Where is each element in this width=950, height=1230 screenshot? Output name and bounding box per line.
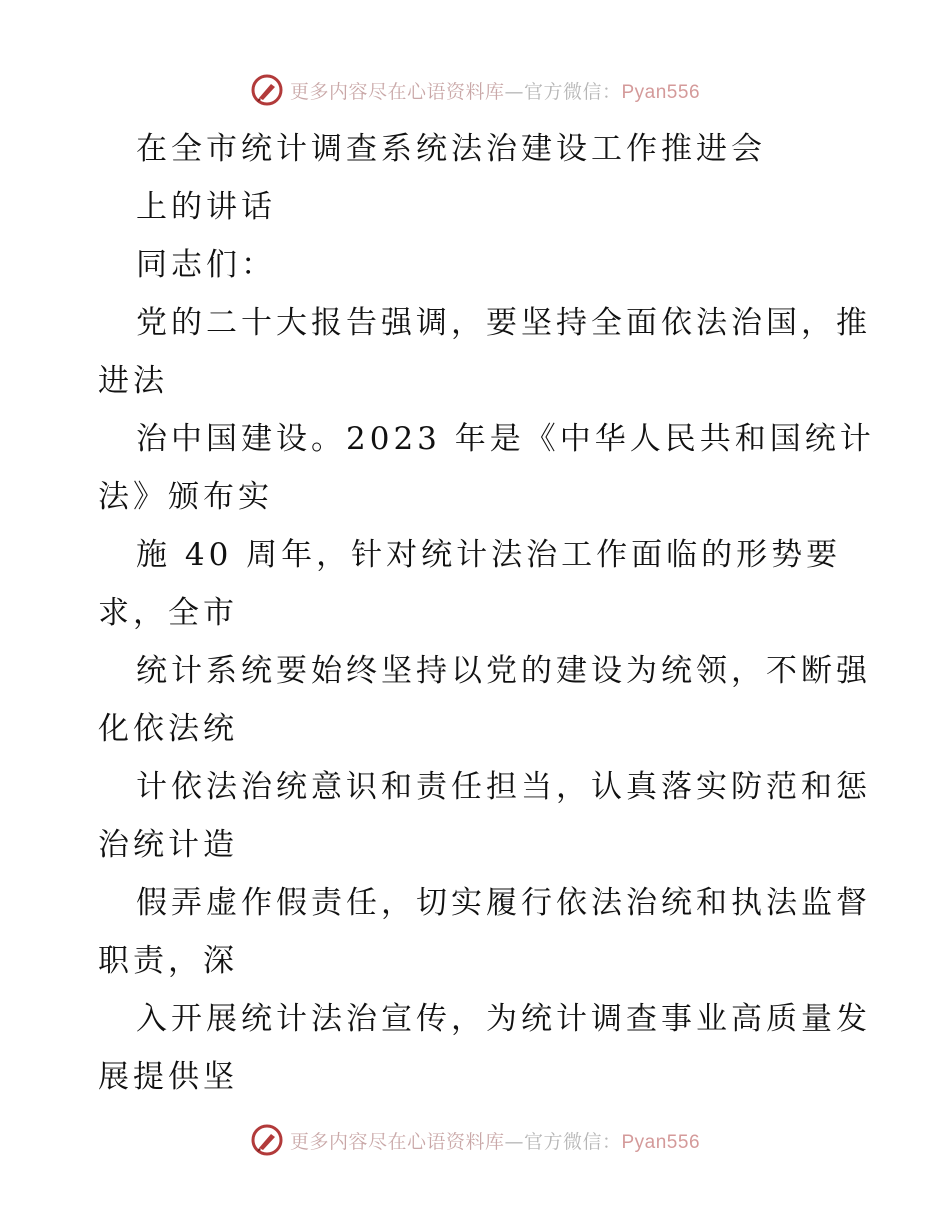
footer-watermark (0, 1120, 950, 1160)
watermark-id: Pyan556 (621, 1131, 701, 1153)
text-line: 计依法治统意识和责任担当，认真落实防范和惩 (136, 769, 871, 805)
pen-logo-icon (250, 73, 284, 107)
watermark-separator: — (504, 1130, 524, 1153)
text-line: 上的讲话 (136, 189, 276, 225)
text-line: 统计系统要始终坚持以党的建设为统领，不断强 (136, 653, 871, 689)
text-line: 同志们： (136, 247, 276, 283)
watermark-label: 官方微信： (523, 80, 622, 103)
text-line: 化依法统 (98, 711, 238, 747)
header-watermark (0, 70, 950, 110)
text-line: 在全市统计调查系统法治建设工作推进会 (136, 131, 766, 167)
text-line: 治中国建设。2023 年是《中华人民共和国统计 (136, 421, 875, 457)
text-line: 党的二十大报告强调，要坚持全面依法治国，推 (136, 305, 871, 341)
document-body (98, 120, 875, 1106)
watermark-label: 官方微信： (523, 1130, 622, 1153)
text-line: 治统计造 (98, 827, 238, 863)
watermark-prefix: 更多内容尽在心语资料库 (289, 1130, 505, 1153)
pen-logo-icon (250, 1123, 284, 1157)
text-line: 职责，深 (98, 943, 238, 979)
text-line: 施 40 周年，针对统计法治工作面临的形势要 (136, 537, 842, 573)
text-line: 进法 (98, 363, 168, 399)
watermark-id: Pyan556 (621, 81, 701, 103)
text-line: 展提供坚 (98, 1059, 238, 1095)
text-line: 法》颁布实 (98, 479, 273, 515)
text-line: 假弄虚作假责任，切实履行依法治统和执法监督 (136, 885, 871, 921)
watermark-text (290, 1127, 700, 1154)
watermark-separator: — (504, 80, 524, 103)
watermark-prefix: 更多内容尽在心语资料库 (289, 80, 505, 103)
text-line: 求，全市 (98, 595, 238, 631)
text-line: 入开展统计法治宣传，为统计调查事业高质量发 (136, 1001, 871, 1037)
watermark-text (290, 77, 700, 104)
